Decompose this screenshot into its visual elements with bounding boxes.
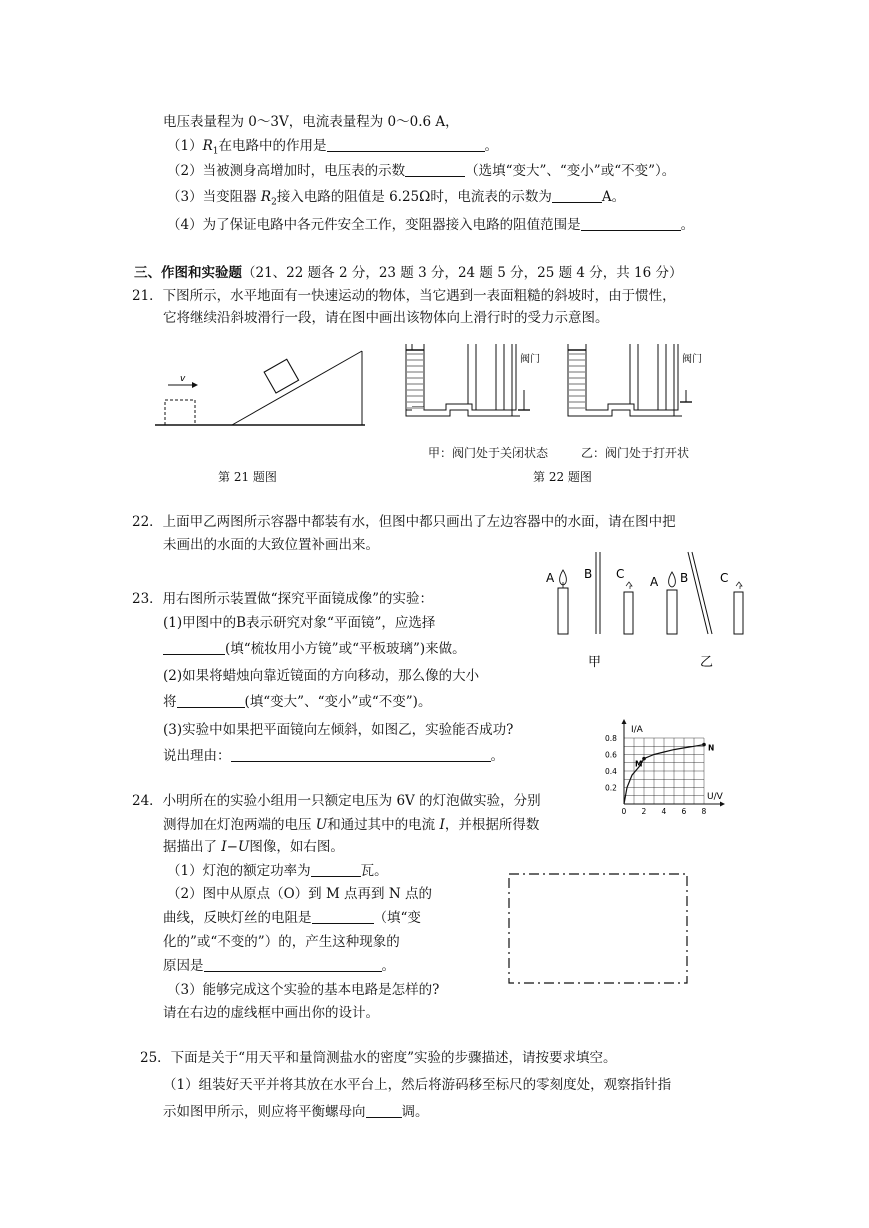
- svg-text:C: C: [720, 571, 729, 585]
- x-axis-arrow: [720, 802, 725, 807]
- x-tick-label: 4: [661, 807, 667, 816]
- q21-velocity-label: v: [180, 374, 186, 384]
- x-tick-label: 6: [681, 807, 687, 816]
- q20-part1: $(1)R_1$在电路中的作用是 。: [167, 138, 498, 157]
- q20-part3: （3）当变阻器 $R_2$接入电路的阻值是 6.25Ω时，电流表的示数为 A。: [167, 189, 626, 208]
- y-axis-label: I/A: [631, 725, 643, 735]
- q23-answer-blank-1[interactable]: [163, 640, 225, 655]
- q22-figure-caption: 第 22 题图: [533, 470, 592, 484]
- q24-part3-line1: （3）能够完成这个实验的基本电路是怎样的?: [167, 982, 440, 998]
- section3-heading: 三、作图和实验题（21、22 题各 2 分，23 题 3 分，24 题 5 分，25 题 4 分，共 16 分）: [134, 265, 683, 281]
- q25-part1a: （1）组装好天平并将其放在水平台上，然后将游码移至标尺的零刻度处，观察指针指: [163, 1077, 672, 1093]
- q24-answer-blank-2[interactable]: [312, 909, 374, 924]
- point-n: [702, 743, 706, 747]
- q23-mirror-figure: [540, 548, 760, 673]
- q23-part3a: (3)实验中如果把平面镜向左倾斜，如图乙，实验能否成功?: [163, 722, 514, 738]
- y-tick-label: 0.6: [605, 750, 617, 760]
- q25-answer-blank-1[interactable]: [366, 1103, 402, 1118]
- q20-part4: （4）为了保证电路中各元件安全工作，变阻器接入电路的阻值范围是 。: [167, 217, 695, 233]
- x-tick-label: 8: [701, 807, 707, 816]
- x-tick-label: 0: [621, 807, 627, 816]
- q22-figure-yi: [562, 340, 702, 430]
- q23-part3b: 说出理由： 。: [163, 748, 504, 764]
- q23-part2b: 将 (填“变大”、“变小”或“不变”)。: [163, 694, 432, 710]
- q21-figure-caption: 第 21 题图: [218, 470, 277, 484]
- point-label-n: N: [708, 743, 715, 753]
- q25-part1b: 示如图甲所示，则应将平衡螺母向 调。: [163, 1104, 429, 1120]
- q24-part1: （1）灯泡的额定功率为 瓦。: [167, 863, 388, 879]
- q24-answer-blank-3[interactable]: [204, 957, 382, 972]
- q22-line2: 未画出的水面的大致位置补画出来。: [163, 537, 379, 553]
- q22-valve-label-jia: 阀门: [520, 354, 540, 365]
- point-m: [642, 757, 646, 761]
- svg-text:A: A: [650, 575, 659, 589]
- q23-part1b: (填“梳妆用小方镜”或“平板玻璃”)来做。: [163, 640, 466, 658]
- q24-line2: 测得加在灯泡两端的电压 U和通过其中的电流 I，并根据所得数: [163, 817, 540, 833]
- q24-part2-line1: （2）图中从原点（O）到 M 点再到 N 点的: [167, 886, 432, 902]
- q23-answer-blank-3[interactable]: [231, 747, 491, 762]
- x-axis-label: U/V: [707, 792, 723, 802]
- q22-caption-yi: 乙：阀门处于打开状: [581, 446, 690, 460]
- svg-text:B: B: [680, 571, 689, 585]
- y-axis-arrow: [622, 719, 627, 724]
- y-tick-label: 0.2: [605, 783, 617, 793]
- q20-part2: （2）当被测身高增加时，电压表的示数 （选填“变大”、“变小”或“不变”）。: [167, 163, 676, 179]
- q22-line1: 22．上面甲乙两图所示容器中都装有水，但图中都只画出了左边容器中的水面，请在图中把: [132, 514, 676, 530]
- x-tick-label: 2: [641, 807, 647, 816]
- q22-figure-jia: [400, 340, 540, 430]
- q20-answer-blank-2[interactable]: [405, 162, 465, 177]
- q24-line3: 据描出了 I−U图像，如右图。: [163, 839, 344, 855]
- svg-text:B: B: [584, 567, 593, 581]
- q23-figure-jia: [546, 552, 633, 670]
- q22-caption-jia: 甲：阀门处于关闭状态: [428, 446, 549, 460]
- svg-text:A: A: [546, 571, 555, 585]
- q21-line2: 它将继续沿斜坡滑行一段，请在图中画出该物体向上滑行时的受力示意图。: [163, 310, 609, 326]
- q23-label-jia: 甲: [588, 655, 602, 670]
- q20-answer-blank-1[interactable]: [327, 137, 485, 152]
- q21-line1: 21．下图所示，水平地面有一快速运动的物体，当它遇到一表面粗糙的斜坡时，由于惯性，: [132, 288, 676, 304]
- circuit-design-box[interactable]: [507, 872, 692, 987]
- q24-part2-line3: 化的”或“不变的”）的，产生这种现象的: [163, 934, 400, 950]
- q24-answer-blank-1[interactable]: [311, 862, 361, 877]
- q24-part2-line2: 曲线，反映灯丝的电阻是 （填“变: [163, 910, 421, 926]
- q24-part3-line2: 请在右边的虚线框中画出你的设计。: [163, 1005, 379, 1021]
- q24-line1: 24．小明所在的实验小组用一只额定电压为 6V 的灯泡做实验，分别: [132, 793, 541, 809]
- q20-answer-blank-3[interactable]: [552, 188, 602, 203]
- iu-chart: [600, 718, 750, 833]
- q23-part2a: (2)如果将蜡烛向靠近镜面的方向移动，那么像的大小: [163, 668, 480, 684]
- q23-line1: 23．用右图所示装置做“探究平面镜成像”的实验：: [132, 591, 433, 607]
- q22-valve-label-yi: 阀门: [682, 354, 702, 365]
- point-label-m: M: [635, 759, 643, 769]
- q20-answer-blank-4[interactable]: [581, 216, 681, 231]
- q24-part2-line4: 原因是 。: [163, 958, 395, 974]
- q25-line1: 25．下面是关于“用天平和量筒测盐水的密度”实验的步骤描述，请按要求填空。: [140, 1050, 617, 1066]
- q23-answer-blank-2[interactable]: [177, 693, 245, 708]
- q20-intro: 电压表量程为 0～3V，电流表量程为 0～0.6 A，: [163, 114, 459, 130]
- y-tick-label: 0.8: [605, 734, 617, 743]
- svg-text:C: C: [616, 567, 625, 581]
- y-tick-label: 0.4: [605, 767, 617, 776]
- q23-part1a: (1)甲图中的B表示研究对象“平面镜”，应选择: [163, 615, 436, 631]
- q23-figure-yi: [650, 552, 743, 670]
- q23-label-yi: 乙: [700, 655, 714, 670]
- q21-figure: [150, 345, 370, 435]
